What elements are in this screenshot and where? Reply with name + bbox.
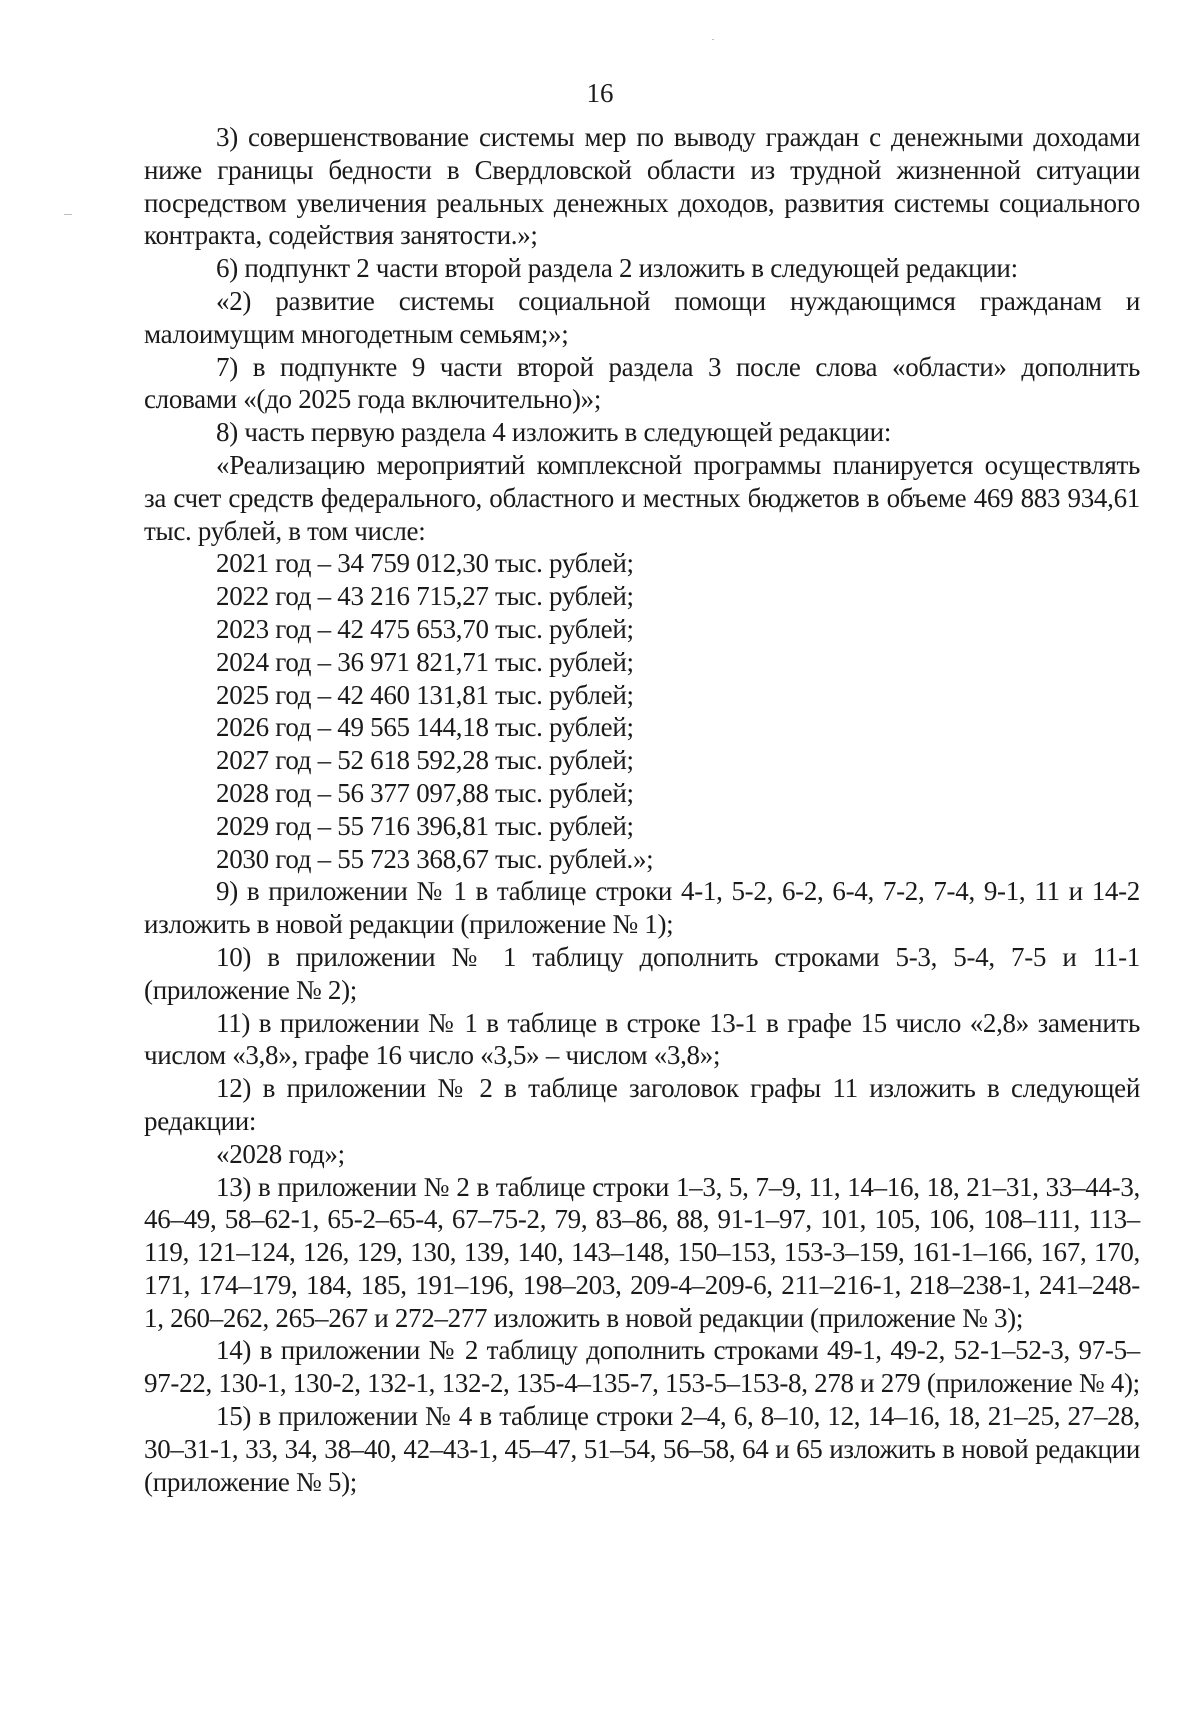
yearly-amount: 2022 год – 43 216 715,27 тыс. рублей; — [216, 581, 634, 612]
document-body — [144, 121, 1140, 1498]
paragraph: «2028 год»; — [216, 1138, 345, 1169]
paragraph: 9) в приложении № 1 в таблице строки 4-1, 5-2, 6-2, 6-4, 7-2, 7-4, 9-1, 11 и 14-2 изложить в новой редакции (приложение № 1); — [144, 876, 1140, 940]
paragraph: 3) совершенствование системы мер по выводу граждан с денежными доходами ниже границы бедности в Свердловской области из трудной жизненной ситуации посредством увеличения реальных денежных доходов, развития системы социального контракта, содействия занятости.»; — [144, 122, 1140, 251]
paragraph: 12) в приложении № 2 в таблице заголовок графы 11 изложить в следующей редакции: — [144, 1073, 1140, 1136]
paragraph: 10) в приложении № 1 таблицу дополнить строками 5-3, 5-4, 7-5 и 11-1 (приложение № 2); — [144, 941, 1140, 1005]
scan-speck — [64, 214, 72, 215]
paragraph: 14) в приложении № 2 таблицу дополнить строками 49-1, 49-2, 52-1–52-3, 97-5–97-22, 130-1, 130-2, 132-1, 132-2, 135-4–135-7, 153-5–153-8, 278 и 279 (приложение № 4); — [144, 1335, 1140, 1399]
paragraph: «Реализацию мероприятий комплексной программы планируется осуществлять за счет средств федерального, областного и местных бюджетов в объеме 469 883 934,61 тыс. рублей, в том числе: — [144, 449, 1140, 546]
page-number: 16 — [586, 78, 614, 108]
paragraph: 15) в приложении № 4 в таблице строки 2–4, 6, 8–10, 12, 14–16, 18, 21–25, 27–28, 30–31-1, 33, 34, 38–40, 42–43-1, 45–47, 51–54, 56–58, 64 и 65 изложить в новой редакции (приложение № 5); — [144, 1401, 1140, 1497]
yearly-amount: 2027 год – 52 618 592,28 тыс. рублей; — [216, 745, 634, 776]
paragraph: 7) в подпункте 9 части второй раздела 3 после слова «области» дополнить словами «(до 2025 года включительно)»; — [144, 351, 1140, 415]
paragraph: «2) развитие системы социальной помощи нуждающимся гражданам и малоимущим многодетным семьям;»; — [144, 285, 1140, 349]
paragraph: 11) в приложении № 1 в таблице в строке 13-1 в графе 15 число «2,8» заменить числом «3,8», графе 16 число «3,5» – числом «3,8»; — [144, 1007, 1140, 1071]
yearly-amount: 2026 год – 49 565 144,18 тыс. рублей; — [216, 712, 634, 743]
paragraph: 13) в приложении № 2 в таблице строки 1–3, 5, 7–9, 11, 14–16, 18, 21–31, 33–44-3, 46–49, 58–62-1, 65-2–65-4, 67–75-2, 79, 83–86, 88, 91-1–97, 101, 105, 106, 108–111, 113–119, 121–124, 126, 129, 130, 139, 140, 143–148, 150–153, 153-3–159, 161-1–166, 167, 170, 171, 174–179, 184, 185, 191–196, 198–203, 209-4–209-6, 211–216-1, 218–238-1, 241–248-1, 260–262, 265–267 и 272–277 изложить в новой редакции (приложение № 3); — [144, 1171, 1140, 1333]
yearly-amount: 2025 год – 42 460 131,81 тыс. рублей; — [216, 679, 634, 710]
yearly-amount: 2021 год – 34 759 012,30 тыс. рублей; — [216, 548, 634, 579]
yearly-amount: 2024 год – 36 971 821,71 тыс. рублей; — [216, 646, 634, 677]
yearly-amount: 2023 год – 42 475 653,70 тыс. рублей; — [216, 613, 634, 644]
yearly-amount: 2028 год – 56 377 097,88 тыс. рублей; — [216, 777, 634, 808]
paragraph: 6) подпункт 2 части второй раздела 2 изложить в следующей редакции: — [216, 253, 1018, 284]
yearly-amount: 2029 год – 55 716 396,81 тыс. рублей; — [216, 810, 634, 841]
paragraph: 8) часть первую раздела 4 изложить в следующей редакции: — [216, 417, 892, 448]
scan-speck — [712, 39, 714, 40]
yearly-amount: 2030 год – 55 723 368,67 тыс. рублей.»; — [216, 843, 654, 874]
yearly-amounts-list — [144, 547, 1140, 875]
